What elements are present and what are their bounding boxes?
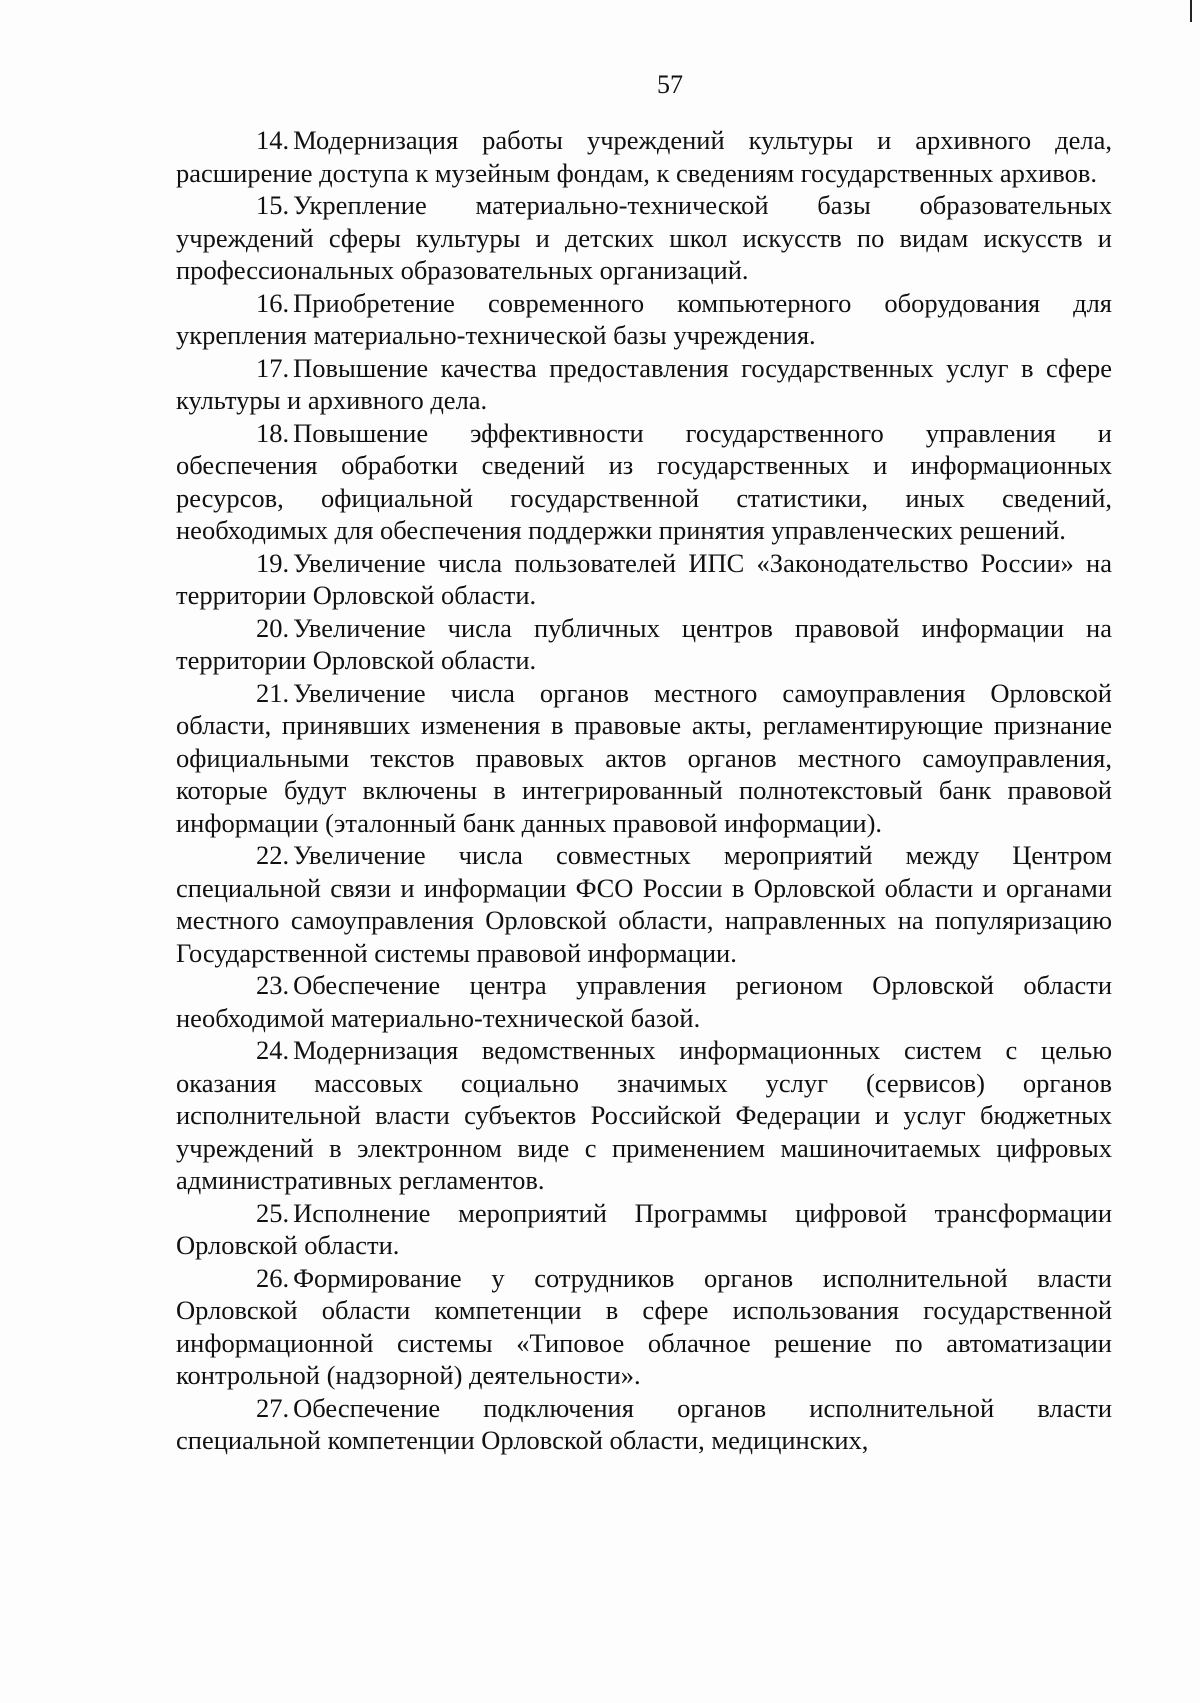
list-item	[176, 417, 1112, 547]
item-number: 22.	[256, 840, 290, 870]
item-text: Повышение эффективности государственного управления и обеспечения обработки сведений из государственных и информационных ресурсов, официальной государственной статистики, иных сведений, необходимых для обеспечения поддержки принятия управленческих решений.	[176, 417, 1112, 545]
item-number: 19.	[256, 547, 290, 578]
item-number: 24.	[256, 1035, 290, 1065]
item-text: Модернизация ведомственных информационных систем с целью оказания массовых социально значимых услуг (сервисов) органов исполнительной власти субъектов Российской Федерации и услуг бюджетных учреждений в электронном виде с применением машиночитаемых цифровых административных регламентов.	[176, 1035, 1112, 1195]
item-text: Увеличение числа пользователей ИПС «Законодательство России» на территории Орловской области.	[176, 547, 1112, 610]
item-number: 18.	[256, 417, 290, 448]
item-text: Повышение качества предоставления государственных услуг в сфере культуры и архивного дела.	[176, 352, 1112, 415]
item-number: 25.	[256, 1197, 290, 1228]
item-text: Обеспечение подключения органов исполнительной власти специальной компетенции Орловской области, медицинских,	[176, 1392, 1112, 1455]
item-number: 23.	[256, 970, 290, 1000]
item-text: Формирование у сотрудников органов исполнительной власти Орловской области компетенции в сфере использования государственной информационной системы «Типовое облачное решение по автоматизации контрольной (надзорной) деятельности».	[176, 1262, 1112, 1390]
page-number: 57	[657, 70, 683, 99]
item-number: 16.	[256, 287, 290, 318]
item-number: 17.	[256, 352, 290, 383]
item-text: Увеличение числа публичных центров правовой информации на территории Орловской области.	[176, 612, 1112, 675]
item-number: 15.	[256, 190, 290, 220]
item-text: Укрепление материально-технической базы образовательных учреждений сферы культуры и детских школ искусств по видам искусств и профессиональных образовательных организаций.	[176, 190, 1112, 285]
item-number: 21.	[256, 677, 290, 708]
list-item	[176, 189, 1112, 287]
list-item	[176, 839, 1112, 969]
item-number: 14.	[256, 125, 290, 155]
item-text: Увеличение числа совместных мероприятий между Центром специальной связи и информации ФСО России в Орловской области и органами местного самоуправления Орловской области, направленных на популяризацию Государственной системы правовой информации.	[176, 840, 1112, 968]
list-item	[176, 1262, 1112, 1392]
list-item	[176, 287, 1112, 352]
list-item	[176, 547, 1112, 612]
list-item	[176, 1034, 1112, 1197]
item-text: Исполнение мероприятий Программы цифровой трансформации Орловской области.	[176, 1197, 1112, 1260]
item-text: Приобретение современного компьютерного оборудования для укрепления материально-технической базы учреждения.	[176, 287, 1112, 350]
list-item	[176, 969, 1112, 1034]
list-item	[176, 1197, 1112, 1262]
list-item	[176, 677, 1112, 840]
list-item	[176, 124, 1112, 189]
item-text: Обеспечение центра управления регионом Орловской области необходимой материально-технической базой.	[176, 970, 1112, 1033]
document-body	[176, 124, 1112, 1457]
list-item	[176, 1392, 1112, 1457]
item-number: 20.	[256, 612, 290, 643]
list-item	[176, 612, 1112, 677]
scan-edge-mark	[1190, 0, 1192, 22]
item-text: Увеличение числа органов местного самоуправления Орловской области, принявших изменения в правовые акты, регламентирующие признание официальными текстов правовых актов органов местного самоуправления, которые будут включены в интегрированный полнотекстовый банк правовой информации (эталонный банк данных правовой информации).	[176, 677, 1112, 838]
list-item	[176, 352, 1112, 417]
item-number: 26.	[256, 1262, 290, 1293]
item-number: 27.	[256, 1392, 290, 1423]
item-text: Модернизация работы учреждений культуры и архивного дела, расширение доступа к музейным фондам, к сведениям государственных архивов.	[176, 125, 1112, 188]
